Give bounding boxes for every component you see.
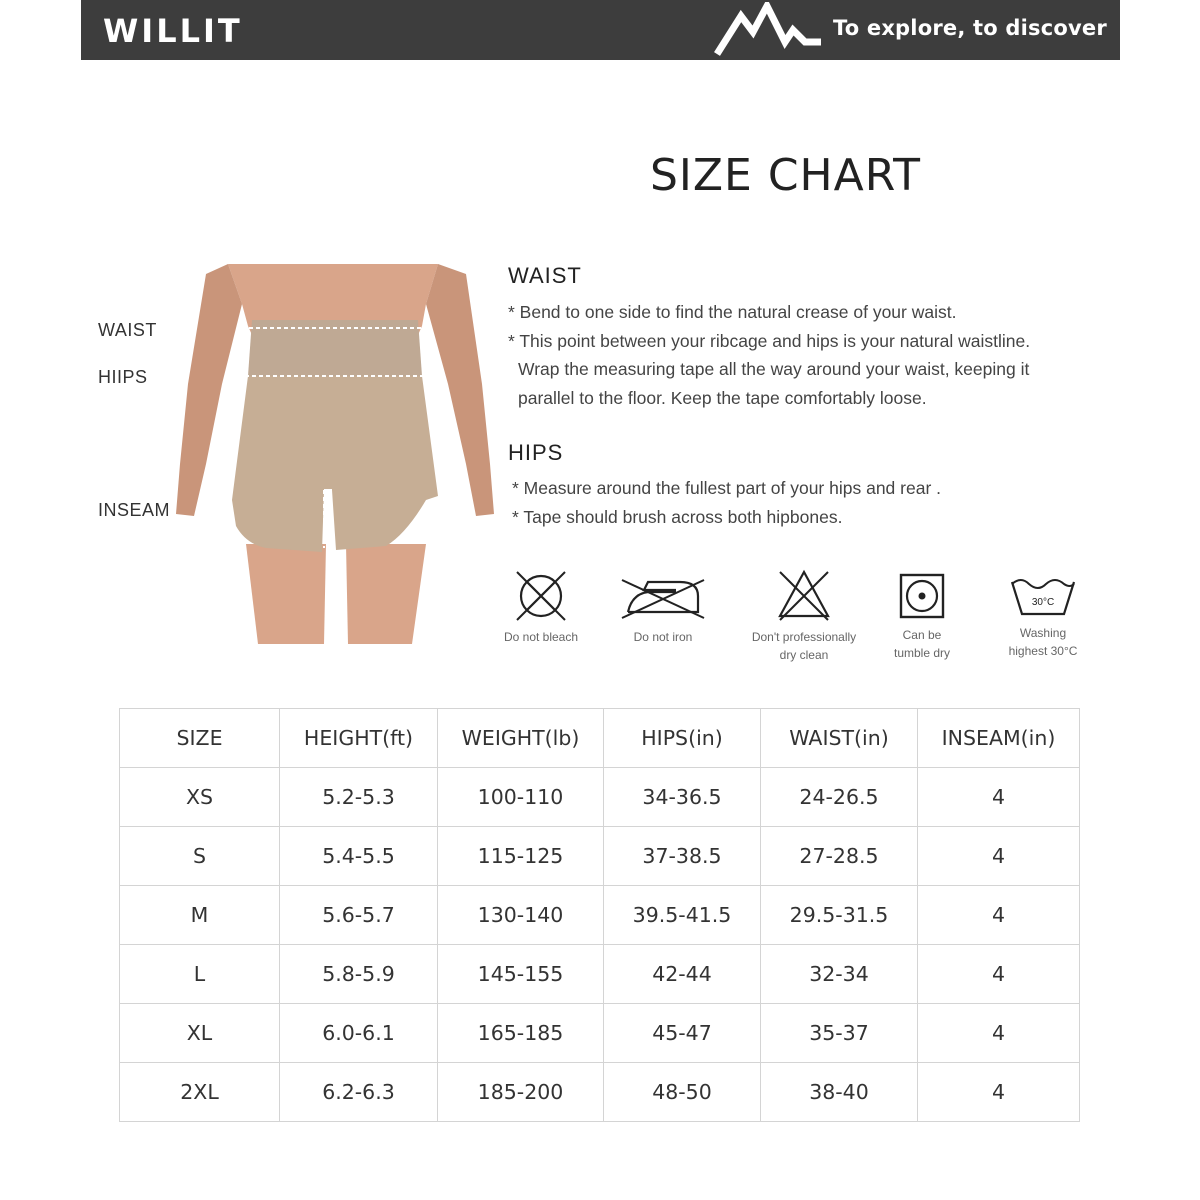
size-table (119, 708, 1080, 1122)
table-row (120, 886, 1080, 945)
column-header: INSEAM(in) (918, 709, 1080, 768)
table-cell: 27-28.5 (761, 827, 918, 886)
table-cell: 165-185 (438, 1004, 604, 1063)
table-cell: 185-200 (438, 1063, 604, 1122)
table-cell: 6.0-6.1 (280, 1004, 438, 1063)
table-cell: 48-50 (604, 1063, 761, 1122)
table-header-row (120, 709, 1080, 768)
table-cell: 6.2-6.3 (280, 1063, 438, 1122)
wash-temp: 30°C (1031, 597, 1055, 608)
care-item-do-not-dry-clean (744, 566, 864, 664)
table-cell: 37-38.5 (604, 827, 761, 886)
care-item-do-not-bleach (481, 568, 601, 646)
waist-line: * This point between your ribcage and hips is your natural waistline. (508, 330, 1031, 351)
table-cell: 38-40 (761, 1063, 918, 1122)
table-cell: 32-34 (761, 945, 918, 1004)
mountain-icon (713, 2, 823, 56)
table-row (120, 1004, 1080, 1063)
care-label: Can be (902, 628, 942, 642)
hips-instructions (512, 474, 1122, 531)
tumble-dry-icon (896, 570, 948, 622)
table-cell: 145-155 (438, 945, 604, 1004)
column-header: WEIGHT(lb) (438, 709, 604, 768)
table-row (120, 768, 1080, 827)
care-label: tumble dry (893, 646, 951, 660)
table-cell: 34-36.5 (604, 768, 761, 827)
table-cell: S (120, 827, 280, 886)
model-label-hips: HIIPS (98, 367, 148, 387)
care-label: Do not bleach (503, 630, 579, 644)
do-not-dry-clean-icon (774, 566, 834, 624)
waist-heading: WAIST (508, 263, 582, 288)
model-label-waist: WAIST (98, 320, 157, 340)
table-cell: 4 (918, 1004, 1080, 1063)
page-title: SIZE CHART (650, 150, 921, 201)
table-cell: 2XL (120, 1063, 280, 1122)
table-cell: M (120, 886, 280, 945)
table-cell: 4 (918, 886, 1080, 945)
column-header: SIZE (120, 709, 280, 768)
waist-line: parallel to the floor. Keep the tape comfortably loose. (518, 387, 927, 408)
table-cell: 35-37 (761, 1004, 918, 1063)
table-cell: 24-26.5 (761, 768, 918, 827)
do-not-iron-icon (618, 568, 708, 624)
care-item-tumble-dry (862, 570, 982, 662)
table-cell: 5.6-5.7 (280, 886, 438, 945)
table-row (120, 827, 1080, 886)
care-label: Do not iron (633, 630, 693, 644)
care-label: highest 30°C (1008, 644, 1078, 658)
brand-logo: WILLIT (103, 12, 243, 50)
table-cell: XL (120, 1004, 280, 1063)
table-cell: 4 (918, 1063, 1080, 1122)
table-cell: 29.5-31.5 (761, 886, 918, 945)
wash-30-icon (1008, 572, 1078, 620)
column-header: WAIST(in) (761, 709, 918, 768)
care-item-wash-30 (983, 572, 1103, 660)
header-bar (81, 0, 1120, 60)
column-header: HEIGHT(ft) (280, 709, 438, 768)
hips-line: * Tape should brush across both hipbones. (512, 506, 843, 527)
care-item-do-not-iron (603, 568, 723, 646)
table-cell: 45-47 (604, 1004, 761, 1063)
care-label: Washing (1019, 626, 1067, 640)
table-cell: 100-110 (438, 768, 604, 827)
table-cell: 130-140 (438, 886, 604, 945)
table-cell: 5.2-5.3 (280, 768, 438, 827)
table-cell: 39.5-41.5 (604, 886, 761, 945)
table-cell: 5.4-5.5 (280, 827, 438, 886)
table-cell: 4 (918, 768, 1080, 827)
table-cell: 4 (918, 827, 1080, 886)
care-label: Don't professionally (751, 630, 857, 644)
table-cell: 5.8-5.9 (280, 945, 438, 1004)
table-row (120, 1063, 1080, 1122)
waist-line: * Bend to one side to find the natural crease of your waist. (508, 302, 957, 322)
table-row (120, 945, 1080, 1004)
hips-line: * Measure around the fullest part of your hips and rear . (512, 478, 941, 498)
table-cell: 4 (918, 945, 1080, 1004)
table-cell: 42-44 (604, 945, 761, 1004)
table-cell: XS (120, 768, 280, 827)
waist-line: Wrap the measuring tape all the way around your waist, keeping it (518, 359, 1030, 379)
table-cell: 115-125 (438, 827, 604, 886)
model-shorts-illustration (176, 264, 494, 644)
column-header: HIPS(in) (604, 709, 761, 768)
table-cell: L (120, 945, 280, 1004)
slogan: To explore, to discover (833, 16, 1107, 40)
model-label-inseam: INSEAM (98, 500, 171, 520)
do-not-bleach-icon (513, 568, 569, 624)
waist-instructions (508, 298, 1118, 412)
care-label: dry clean (779, 648, 829, 662)
hips-heading: HIPS (508, 440, 564, 465)
